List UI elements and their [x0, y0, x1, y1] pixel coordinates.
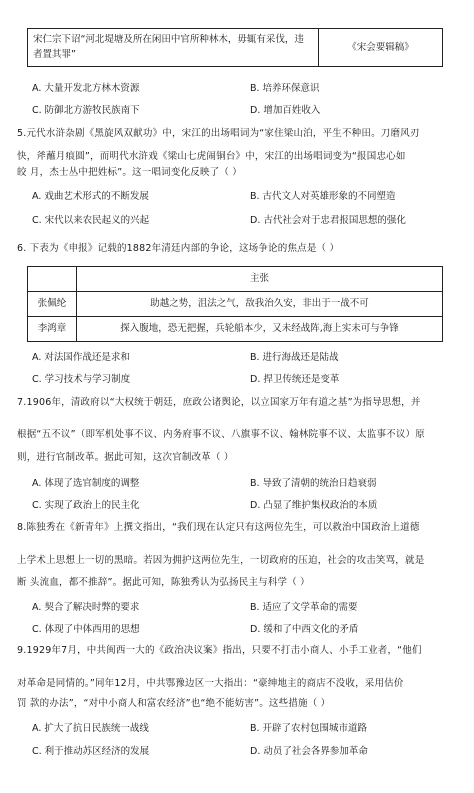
q7-option-d[interactable]: D. 凸显了维护集权政治的本质 [250, 500, 378, 511]
q7-stem-line2: 根据“五不议”（即军机处事不议、内务府事不议、八旗事不议、翰林院事不议、太监事不议）原 [17, 429, 425, 440]
q8-stem-line2: 上学术上思想上一切的黑暗。若因为拥护这两位先生，一切政府的压迫，社会的攻击笑骂，就是 [17, 555, 425, 566]
q8-option-c[interactable]: C. 体现了中体西用的思想 [32, 624, 140, 635]
q5-option-c[interactable]: C. 宋代以来农民起义的兴起 [32, 215, 150, 226]
q5-stem-line3: 皎 月，杰士丛中把姓标”。这一唱词变化反映了（ ） [17, 167, 242, 178]
q6-stem: 6. 下表为《申报》记载的1882年清廷内部的争论，这场争论的焦点是（ ） [17, 243, 340, 254]
q6-row-text: 助越之势，沮法之气，敌我治久安，非出于一战不可 [77, 292, 443, 317]
q5-option-d[interactable]: D. 古代社会对于忠君报国思想的强化 [250, 215, 406, 226]
q7-option-a[interactable]: A. 体现了选官制度的调整 [32, 478, 140, 489]
q8-option-d[interactable]: D. 缓和了中西文化的矛盾 [250, 624, 359, 635]
q6-option-b[interactable]: B. 进行海战还是陆战 [250, 352, 339, 363]
q7-option-b[interactable]: B. 导致了清朝的统治日趋衰弱 [250, 478, 377, 489]
q9-stem-line2: 对革命是同情的。”同年12月，中共鄂豫边区一大指出：“豪绅地主的商店不没收，采用估价 [17, 678, 404, 689]
q4-source-text: 宋仁宗下诏“河北堤塘及所在闲田中官所种林木，毋辄有采伐，违者置其罪” [28, 29, 319, 67]
q5-stem-line1: 5.元代水浒杂剧《黑旋风双献功》中，宋江的出场唱词为“家住梁山泊，平生不种田。刀磨风刃 [17, 128, 420, 139]
q4-option-a[interactable]: A. 大量开发北方林木资源 [32, 83, 140, 94]
q6-header: 主张 [77, 267, 443, 292]
q6-row-name: 李鸿章 [28, 317, 77, 342]
q4-option-c[interactable]: C. 防御北方游牧民族南下 [32, 105, 140, 116]
q8-stem-line3: 断 头流血，都不推辞”。据此可知，陈独秀认为弘扬民主与科学（ ） [17, 577, 310, 588]
q8-option-b[interactable]: B. 适应了文学革命的需要 [250, 602, 358, 613]
q9-stem-line1: 9.1929年7月，中共闽西一大的《政治决议案》指出，只要不打击小商人、小手工业者，“他们 [17, 645, 422, 656]
q5-stem-line2: 快，斧蘸月痕圆”，而明代水浒戏《梁山七虎闹铜台》中，宋江的出场唱词变为“报国忠心如 [17, 151, 406, 162]
q7-stem-line3: 则，进行官制改革。据此可知，这次官制改革（ ） [17, 452, 234, 463]
q9-stem-line3: 罚 款的办法”，“对中小商人和富农经济”也“绝不能妨害”。这些措施（ ） [17, 698, 331, 709]
q6-option-d[interactable]: D. 捍卫传统还是变革 [250, 374, 340, 385]
q5-option-b[interactable]: B. 古代文人对英雄形象的不同塑造 [250, 191, 396, 202]
q9-option-c[interactable]: C. 利于推动苏区经济的发展 [32, 746, 150, 757]
q6-option-a[interactable]: A. 对法国作战还是求和 [32, 352, 130, 363]
q7-option-c[interactable]: C. 实现了政治上的民主化 [32, 500, 140, 511]
q9-option-d[interactable]: D. 动员了社会各界参加革命 [250, 746, 368, 757]
q6-option-c[interactable]: C. 学习技术与学习制度 [32, 374, 131, 385]
q9-option-a[interactable]: A. 扩大了抗日民族统一战线 [32, 723, 149, 734]
q4-source-citation: 《宋会要辑稿》 [319, 29, 443, 67]
q6-debate-table [27, 266, 443, 342]
q5-option-a[interactable]: A. 戏曲艺术形式的不断发展 [32, 191, 149, 202]
q8-stem-line1: 8.陈独秀在《新青年》上撰文指出，“我们现在认定只有这两位先生，可以救治中国政治上道德 [17, 522, 420, 533]
q4-option-b[interactable]: B. 培养环保意识 [250, 83, 320, 94]
q6-header-empty [28, 267, 77, 292]
q9-option-b[interactable]: B. 开辟了农村包围城市道路 [250, 723, 368, 734]
q8-option-a[interactable]: A. 契合了解决时弊的要求 [32, 602, 140, 613]
q7-stem-line1: 7.1906年，清政府以“大权统于朝廷，庶政公诸舆论，以立国家万年有道之基”为指导思想，并 [17, 397, 421, 408]
q4-option-d[interactable]: D. 增加百姓收入 [250, 105, 321, 116]
q6-row-name: 张佩纶 [28, 292, 77, 317]
q4-source-table [27, 28, 443, 67]
q6-row-text: 探入腹地，恐无把握，兵轮船本少，又未经战阵,海上实未可与争锋 [77, 317, 443, 342]
